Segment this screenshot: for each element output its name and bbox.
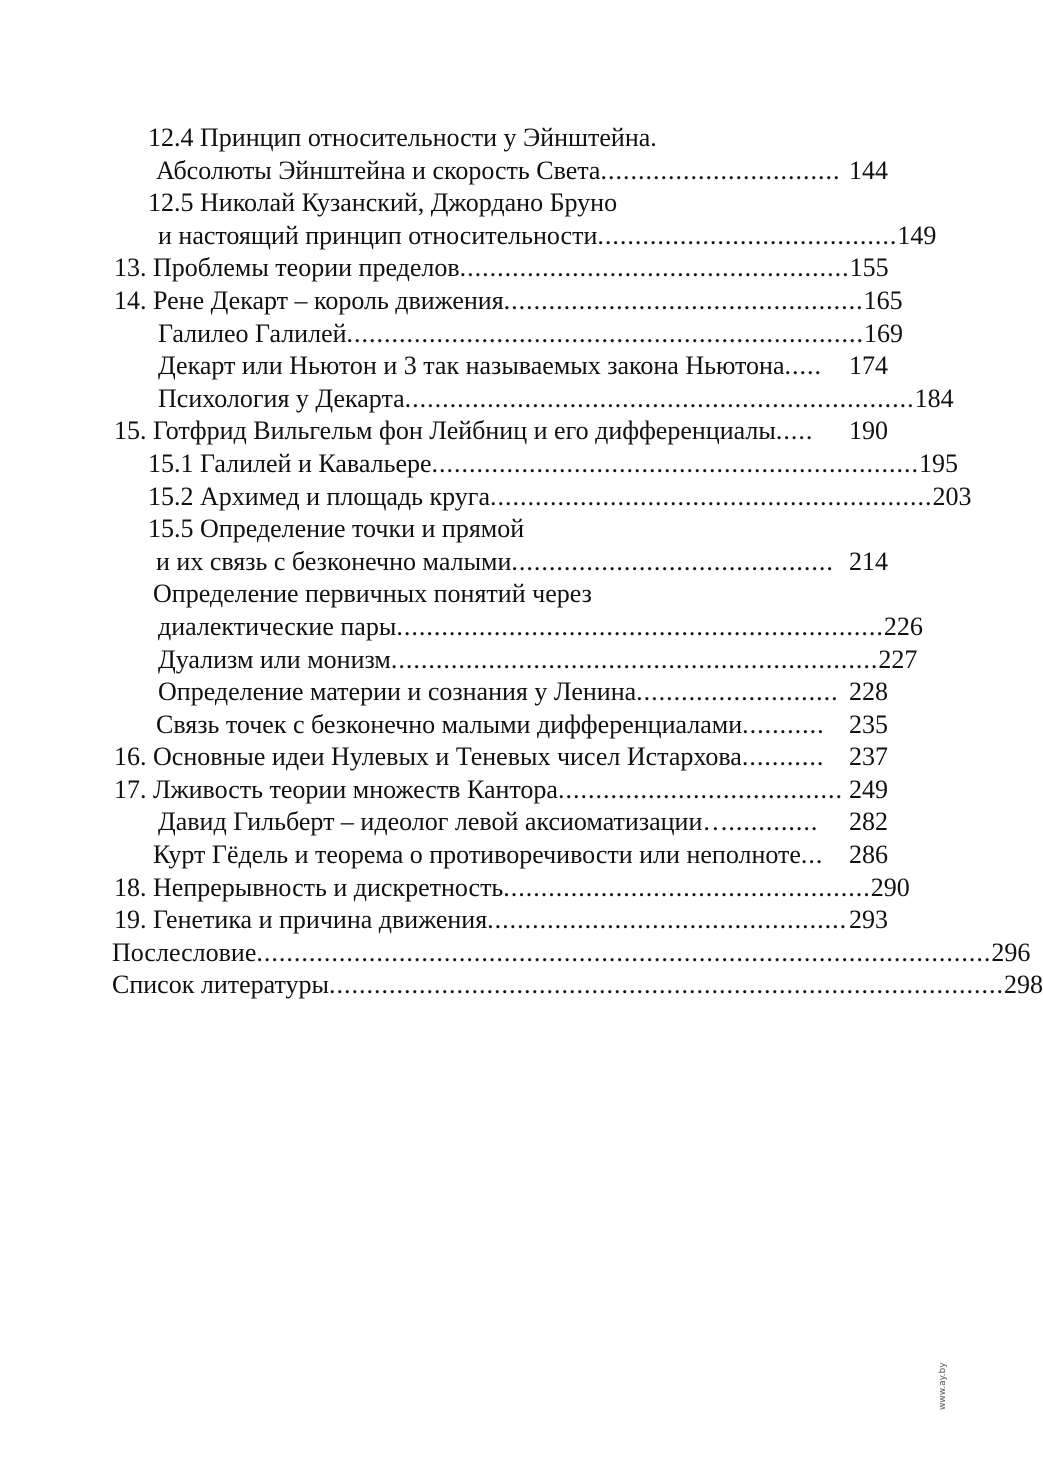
toc-line-21 (0, 774, 1000, 807)
toc-entry-title: Определение материи и сознания у Ленина (158, 677, 637, 707)
toc-entry (114, 774, 888, 807)
toc-entry-title: 15.2 Архимед и площадь круга (148, 481, 491, 511)
toc-entry-title: Психология у Декарта (158, 383, 405, 413)
toc-page-number: 165 (863, 285, 903, 315)
toc-page-number: 249 (849, 774, 888, 804)
toc-page-number: 190 (849, 416, 888, 446)
toc-line-23 (0, 839, 1000, 872)
toc-leader-dots: ................................................................. (396, 611, 884, 641)
toc-leader-dots: ........................................ (597, 220, 898, 250)
toc-leader-dots: .................................................................................................. (256, 937, 992, 967)
toc-entry (114, 285, 903, 318)
toc-page-number: 169 (864, 318, 904, 348)
toc-entry-title: Послесловие (112, 937, 257, 967)
toc-line-25 (0, 904, 1000, 937)
toc-leader-dots: ........................................... (511, 546, 834, 576)
toc-leader-dots: .................................................................... (404, 383, 915, 413)
toc-leader-dots: ..................................................................... (346, 318, 865, 348)
toc-entry (112, 937, 1031, 970)
site-watermark: www.ay.by (938, 1362, 948, 1410)
toc-page-number: 195 (919, 448, 959, 478)
toc-page-number: 144 (849, 155, 888, 185)
toc-page-number: 293 (849, 905, 888, 935)
toc-line-27 (0, 969, 1043, 1002)
toc-leader-dots: ........... (742, 709, 825, 739)
toc-leader-dots: ...................................... (557, 774, 843, 804)
toc-line-17 (0, 644, 1000, 677)
toc-leader-dots: ........................................................... (490, 481, 933, 511)
toc-page-number: 282 (849, 807, 888, 837)
toc-line-20 (0, 741, 1000, 774)
toc-leader-dots: ................................................. (503, 872, 871, 902)
toc-line-22 (0, 806, 1000, 839)
toc-leader-dots: .......................................................................................... (329, 970, 1004, 1000)
toc-entry-title: Декарт или Ньютон и 3 так называемых закона Ньютона (158, 351, 785, 381)
toc-entry-title: Курт Гёдель и теорема о противоречивости или неполноте (153, 840, 801, 870)
toc-entry (156, 155, 888, 188)
toc-entry-title: 18. Непрерывность и дискретность (114, 872, 504, 902)
toc-page-number: 174 (849, 351, 888, 381)
toc-line-1 (0, 122, 1000, 155)
toc-leader-dots: ................................................ (503, 285, 864, 315)
toc-entry-title: 17. Лживость теории множеств Кантора (114, 774, 558, 804)
toc-entry (158, 220, 937, 253)
toc-entry-title: и настоящий принцип относительности (158, 220, 598, 250)
toc-entry-title: Давид Гильберт – идеолог левой аксиоматизации… (158, 807, 729, 837)
toc-entry-title: 12.4 Принцип относительности у Эйнштейна. (148, 123, 657, 152)
toc-line-2 (0, 155, 1000, 188)
toc-entry (114, 904, 888, 937)
toc-line-24 (0, 872, 1000, 905)
toc-entry-title: 15.1 Галилей и Кавальере (148, 448, 432, 478)
toc-entry-title: Список литературы (112, 970, 329, 1000)
toc-line-16 (0, 611, 1000, 644)
toc-line-26 (0, 937, 1031, 970)
toc-entry (158, 644, 918, 677)
toc-entry-title: Галилео Галилей (158, 318, 347, 348)
toc-entry (156, 546, 888, 579)
toc-entry (114, 252, 888, 285)
toc-entry (112, 969, 1043, 1002)
toc-entry-title: Абсолюты Эйнштейна и скорость Света (156, 155, 601, 185)
toc-entry (153, 839, 888, 872)
toc-entry (158, 611, 923, 644)
toc-entry-title: 15. Готфрид Вильгельм фон Лейбниц и его дифференциалы (114, 416, 776, 446)
toc-entry (158, 383, 954, 416)
toc-entry (114, 872, 910, 905)
toc-leader-dots: ................................ (600, 155, 841, 185)
toc-entry-title: 12.5 Николай Кузанский, Джордано Бруно (148, 188, 618, 218)
toc-entry-title: 16. Основные идеи Нулевых и Теневых чисел Истархова (114, 742, 742, 772)
toc-line-12 (0, 481, 1000, 514)
toc-line-10 (0, 415, 1000, 448)
toc-entry (158, 676, 888, 709)
toc-page-number: 290 (870, 872, 910, 902)
toc-page-number: 298 (1004, 970, 1043, 1000)
toc-leader-dots: .................................................... (459, 253, 850, 283)
toc-leader-dots: ........................... (636, 677, 839, 707)
toc-line-4 (0, 220, 1000, 253)
toc-entry (114, 741, 888, 774)
toc-leader-dots: ..... (784, 351, 823, 381)
toc-page-number: 214 (849, 546, 888, 576)
toc-leader-dots: ................................................................. (390, 644, 879, 674)
toc-entry (158, 806, 888, 839)
toc-page-number: 203 (932, 481, 972, 511)
toc-entry (148, 481, 972, 514)
toc-entry-title: Связь точек с безконечно малыми дифференциалами (156, 709, 743, 739)
toc-line-14 (0, 546, 1000, 579)
toc-entry-title: 13. Проблемы теории пределов (114, 253, 460, 283)
table-of-contents (0, 122, 1043, 1002)
toc-entry (158, 350, 888, 383)
toc-page-number: 184 (914, 383, 954, 413)
toc-page-number: 237 (849, 742, 888, 772)
toc-entry (114, 415, 888, 448)
toc-entry-title: 14. Рене Декарт – король движения (114, 285, 504, 315)
toc-entry (156, 709, 888, 742)
toc-line-19 (0, 709, 1000, 742)
toc-leader-dots: ..... (775, 416, 814, 446)
toc-page-number: 235 (849, 709, 888, 739)
toc-line-11 (0, 448, 1000, 481)
toc-page-number: 227 (878, 644, 918, 674)
toc-entry-title: и их связь с безконечно малыми (156, 546, 512, 576)
toc-line-13 (0, 513, 1000, 546)
toc-line-7 (0, 318, 1000, 351)
toc-line-3 (0, 187, 1000, 220)
toc-line-9 (0, 383, 1000, 416)
toc-page-number: 228 (849, 677, 888, 707)
toc-leader-dots: ................................................................. (431, 448, 920, 478)
toc-entry-title: 19. Генетика и причина движения (114, 905, 488, 935)
toc-leader-dots: ........... (741, 742, 825, 772)
toc-line-6 (0, 285, 1000, 318)
toc-line-18 (0, 676, 1000, 709)
toc-page-number: 286 (849, 840, 888, 870)
toc-page-number: 296 (991, 937, 1031, 967)
toc-leader-dots: ... (800, 840, 824, 870)
toc-leader-dots: ............ (728, 807, 819, 837)
toc-entry-title: Дуализм или монизм (158, 644, 391, 674)
toc-entry (148, 448, 959, 481)
toc-page-number: 155 (849, 253, 889, 283)
toc-line-8 (0, 350, 1000, 383)
toc-entry-title: диалектические пары (158, 611, 397, 641)
toc-page-number: 226 (883, 611, 923, 641)
toc-entry-title: Определение первичных понятий через (153, 579, 592, 609)
toc-line-15 (0, 578, 1000, 611)
toc-line-5 (0, 252, 1000, 285)
toc-leader-dots: ................................................ (487, 905, 848, 935)
toc-page-number: 149 (897, 220, 937, 250)
toc-entry (158, 318, 904, 351)
toc-entry-title: 15.5 Определение точки и прямой (148, 514, 525, 544)
